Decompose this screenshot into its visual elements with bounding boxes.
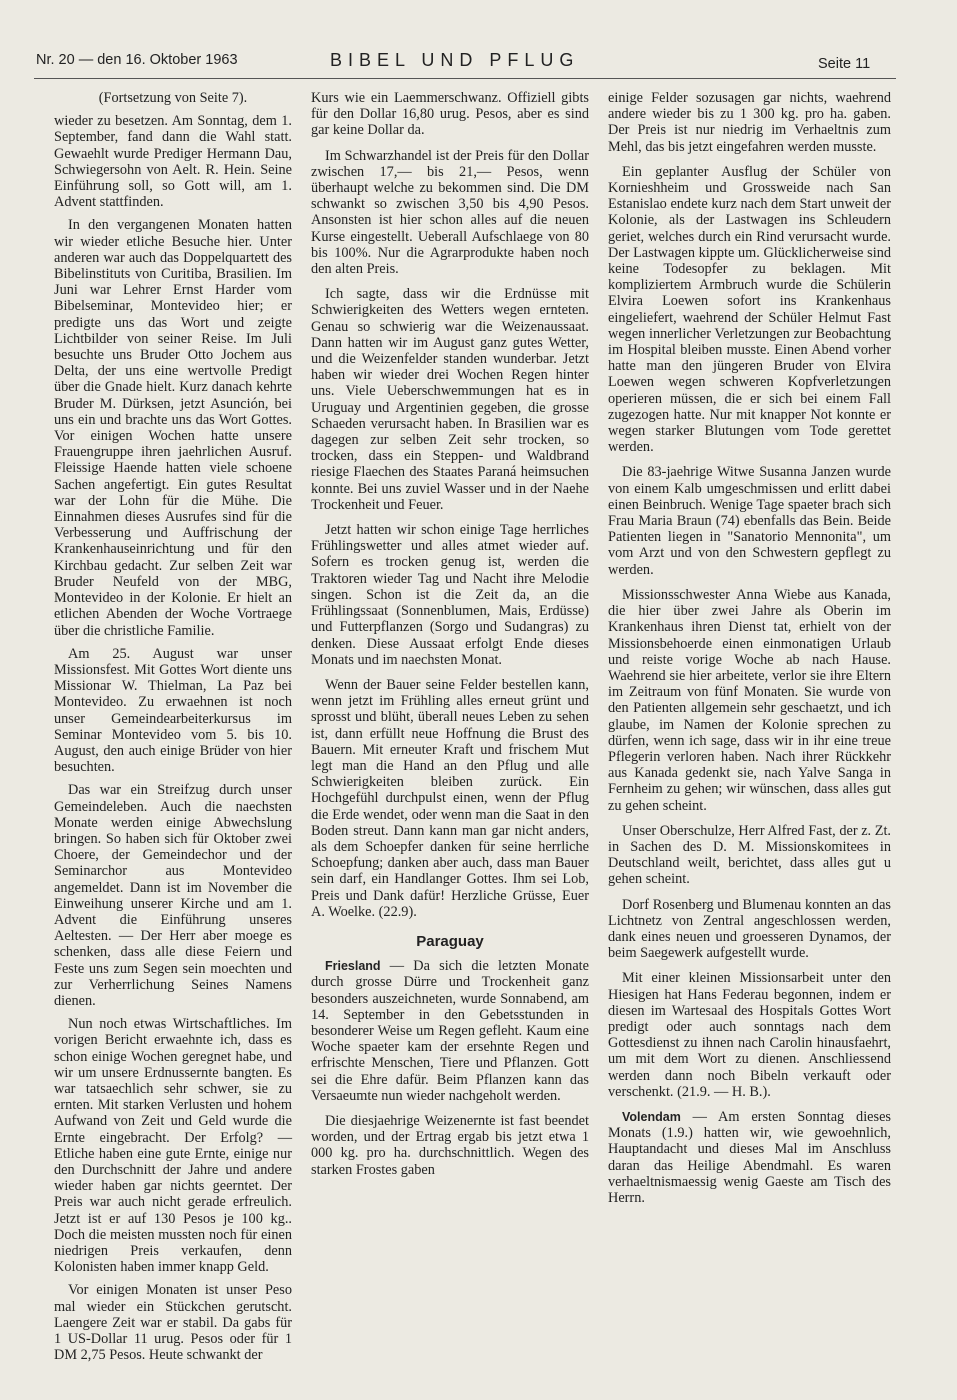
place-lead: Volendam [622,1109,681,1124]
column-2 [311,90,589,1187]
paragraph: Ich sagte, dass wir die Erdnüsse mit Schwierigkeiten des Wetters wegen ernteten. Genau so schwierig war die Weizenaussaat. Dann hatten wir im August ganz gutes Wetter, und die Weizenfelder standen wunderbar. Jetzt haben wir wieder drei Wochen Regen hinter uns. Viele Ueberschwemmungen hat es in Uruguay und Argentinien gegeben, die grosse Schaeden verursacht haben. In Brasilien war es dagegen zur selben Zeit sehr trocken, so trocken, dass ein Steppen- und Waldbrand riesige Flaechen des Staates Paraná heimsuchen konnte. Bei uns zuviel Wasser und in der Naehe Trockenheit und Feuer. [311,286,589,513]
paragraph: Vor einigen Monaten ist unser Peso mal wieder ein Stückchen gerutscht. Laengere Zeit war er stabil. Da gabs für 1 US-Dollar 11 urug. Pesos oder für 1 DM 2,75 Pesos. Heute schwankt der [54,1282,292,1364]
paragraph: In den vergangenen Monaten hatten wir wieder etliche Besuche hier. Unter anderen war auch das Doppelquartett des Bibelinstituts von Curitiba, Brasilien. Im Juni war Lehrer Ernst Harder vom Bibelseminar, Montevideo hier; er predigte uns das Wort und zeigte Lichtbilder von seiner Reise. Im Juli besuchte uns Bruder Otto Jochem aus Delta, der uns eine wertvolle Predigt über die Gnade hielt. Kurz danach kehrte Bruder M. Dürksen, jetzt Asunción, bei uns ein und brachte uns das Wort Gottes. Vor einigen Wochen hatte unsere Frauengruppe ihren jaehrlichen Ausruf. Fleissige Haende hatten viele schoene Sachen angefertigt. Ein gutes Resultat war der Lohn für die Mühe. Die Einnahmen dieses Ausrufes sind für die Verbesserung und Auffrischung der Krankenhauseinrichtung und für den Kirchbau gedacht. Zur selben Zeit war Bruder Neufeld von der MBG, Montevideo in der Kolonie. Er hielt an etlichen Abenden der Woche Vortraege über die christliche Familie. [54,217,292,639]
publication-title: BIBEL UND PFLUG [330,50,580,70]
paragraph: Missionsschwester Anna Wiebe aus Kanada, die hier über zwei Jahre als Oberin im Krankenhaus ihren Dienst tat, erhielt von der Missionsbehoerde einen einmonatigen Urlaub und reiste vorige Woche ab nach Hause. Waehrend sie hier arbeitete, verlor sie ihre Eltern im Zeitraum von fünf Monaten. Sie wurde von den Patienten allgemein sehr geschaetzt, und ich glaube, im Namen der Kolonie sprechen zu dürfen, wenn ich sage, dass wir in ihr eine treue Pflegerin verloren haben. Nach ihrer Rückkehr aus Kanada gedenkt sie, nach Yalve Sanga in Fernheim zu gehen; wir wünschen, dass alles gut zu gehen scheint. [608,586,891,814]
page-header [0,50,957,80]
place-lead: Friesland [325,959,381,974]
page-number: Seite 11 [818,56,871,72]
issue-date: Nr. 20 — den 16. Oktober 1963 [36,52,238,68]
paragraph: Das war ein Streifzug durch unser Gemeindeleben. Auch die naechsten Monate werden einige Abwechslung bringen. So haben sich für Oktober zwei Choere, der Gemeindechor und der Seminarchor aus Montevideo angemeldet. Dann ist im November die Einweihung unserer Kirche und am 1. Advent die Einführung unseres Aeltesten. — Der Herr aber moege es schenken, dass alle diese Feiern und Feste uns zum Segen sein moechten und zur Verherrlichung Seines Namens dienen. [54,782,292,1009]
column-3 [608,90,891,1215]
paragraph: Kurs wie ein Laemmerschwanz. Offiziell gibts für den Dollar 16,80 urug. Pesos, aber es sind gar keine Dollar da. [311,90,589,139]
section-heading-paraguay: Paraguay [416,932,484,950]
paragraph-text: — Am ersten Sonntag dieses Monats (1.9.) hatten wir, wie gewoehnlich, Hauptandacht und dieses Mal im Anschluss daran das Heilige Abendmahl. Es waren verhaeltnismaessig wenig Gaeste am Tisch des Herrn. [608,1108,891,1206]
paragraph: Nun noch etwas Wirtschaftliches. Im vorigen Bericht erwaehnte ich, dass es schon einige Wochen geregnet habe, und wir um unsere Erdnussernte bangten. Es war tatsaechlich sehr schwer, sie zu ernten. Mit starken Verlusten und hohem Aufwand von Zeit und Geld wurde die Ernte eingebracht. Der Erfolg? — Etliche haben eine gute Ernte, einige nur den Durchschnitt der Jahre und andere wieder haben gar nichts geerntet. Der Preis war auch nicht gerade erfreulich. Jetzt ist er auf 130 Pesos je 100 kg.. Doch die meisten mussten noch für einen niedrigen Preis verkaufen, denn Kolonisten haben immer knapp Geld. [54,1016,292,1276]
paragraph: einige Felder sozusagen gar nichts, waehrend andere wieder bis zu 1 300 kg. pro ha. gaben. Der Preis ist nur niedrig im Verhaeltnis zum Mehl, das bis jetzt eingefahren werden musste. [608,90,891,155]
paragraph: wieder zu besetzen. Am Sonntag, dem 1. September, fand dann die Wahl statt. Gewaehlt wurde Prediger Hermann Dau, Schwiegersohn von Aelt. R. Hein. Seine Einführung soll, so Gott will, am 1. Advent stattfinden. [54,113,292,211]
paragraph: Dorf Rosenberg und Blumenau konnten an das Lichtnetz von Zentral angeschlossen werden, dank eines neuen und groesseren Dynamos, der beim Saegewerk aufgestellt wurde. [608,896,891,962]
paragraph [608,1109,891,1206]
paragraph [311,958,589,1104]
paragraph: Jetzt hatten wir schon einige Tage herrliches Frühlingswetter und alles atmet wieder auf. Sofern es trocken genug ist, werden die Traktoren wieder Tag und Nacht ihre Melodie singen. Schon ist die Zeit da, an die Frühlingssaat (Sonnenblumen, Mais, Erdüsse) und Futterpflanzen (Sorgo und Sudangras) zu denken. Diese Aussaat erfolgt Ende dieses Monats und im naechsten Monat. [311,522,589,668]
paragraph: Wenn der Bauer seine Felder bestellen kann, wenn jetzt im Frühling alles erneut grünt und sprosst und blüht, überall neues Leben zu sehen ist, dann erfüllt neue Hoffnung die Brust des Bauern. Mit erneuter Kraft und frischem Mut legt man die Hand an den Pflug und alle Schwierigkeiten bleiben zurück. Ein Hochgefühl durchpulst einen, wenn der Pflug die Erde wendet, oder wenn man die Saat in den Boden streut. Dann kann man gar nicht anders, als dem Schoepfer danken für seine herrliche Schoepfung; danken aber auch, dass man Bauer sein darf, ein Handlanger Gottes. Ihm sei Lob, Preis und Dank dafür! Herzliche Grüsse, Euer A. Woelke. (22.9). [311,676,589,920]
header-rule [34,78,896,79]
column-1 [54,90,292,1370]
paragraph: Im Schwarzhandel ist der Preis für den Dollar zwischen 17,— bis 21,— Pesos, wenn überhaupt welche zu bekommen sind. Die DM schwankt so zwischen 3,50 bis 4,90 Pesos. Ansonsten ist hier schon alles auf die neuen Kurse eingestellt. Ueberall Aufschlaege von 80 bis 100%. Nur die Agrarprodukte haben noch den alten Preis. [311,147,589,278]
paragraph-text: — Da sich die letzten Monate durch grosse Dürre und Trockenheit ganz besonders auszeichneten, wurde Sonnabend, am 14. September in den Gebetsstunden in besonderer Weise um Regen gefleht. Kaum eine Woche spaeter kam der ersehnte Regen und erfrischte Menschen, Tiere und Pflanzen. Gott sei die Ehre dafür. Beim Pflanzen kann das Versaeumte nun wieder nachgeholt werden. [311,958,589,1104]
paragraph: Unser Oberschulze, Herr Alfred Fast, der z. Zt. in Sachen des D. M. Missionskomitees in Deutschland weilt, berichtet, dass alles gut u gehen scheint. [608,822,891,888]
continuation-note: (Fortsetzung von Seite 7). [98,90,248,106]
paragraph: Ein geplanter Ausflug der Schüler von Kornieshheim und Grossweide nach San Estanislao endete kurz nach dem Start unweit der Kolonie, als der Lastwagen ins Schleudern geriet, welches durch ein Rind verursacht wurde. Der Lastwagen kippte um. Glücklicherweise sind keine Todesopfer zu beklagen. Mit kompliziertem Armbruch wurde die Schülerin Elvira Loewen sofort ins Krankenhaus eingeliefert, waehrend der Schüler Helmut Fast wegen innerlicher Verletzungen zur Beobachtung im Hospital bleiben musste. Einen Abend vorher hatte man den jüngeren Bruder von Elvira Loewen wegen schweren Kopfverletzungen operieren müssen, die er sich bei einem Fall zugezogen hatte. Nur mit knapper Not konnte er wegen starker Blutungen vom Tode gerettet werden. [608,163,891,456]
paragraph: Mit einer kleinen Missionsarbeit unter den Hiesigen hat Hans Federau begonnen, indem er diesen im Wartesaal des Hospitals Gottes Wort predigt oder auch sonntags nach dem Gottesdienst zu ihnen nach Carolin hinausfaehrt, um mit dem Wort zu dienen. Anschliessend werden dann noch Bibeln verkauft oder verschenkt. (21.9. — H. B.). [608,970,891,1100]
paragraph: Die diesjaehrige Weizenernte ist fast beendet worden, und der Ertrag ergab bis jetzt etwa 1 000 kg. pro ha. durchschnittlich. Wegen des starken Frostes gaben [311,1112,589,1178]
paragraph: Am 25. August war unser Missionsfest. Mit Gottes Wort diente uns Missionar W. Thielman, La Paz bei Montevideo. Zu erwaehnen ist noch unser Gemeindearbeiterkursus im Seminar Montevideo vom 5. bis 10. August, den auch einige Brüder von hier besuchten. [54,645,292,776]
paragraph: Die 83-jaehrige Witwe Susanna Janzen wurde von einem Kalb umgeschmissen und erlitt dabei einen Beinbruch. Wenige Tage spaeter brach sich Frau Maria Braun (74) ebenfalls das Bein. Beide Patienten liegen in "Sanatorio Mennonita", um vom Arzt und von den Schwestern gepflegt zu werden. [608,464,891,578]
